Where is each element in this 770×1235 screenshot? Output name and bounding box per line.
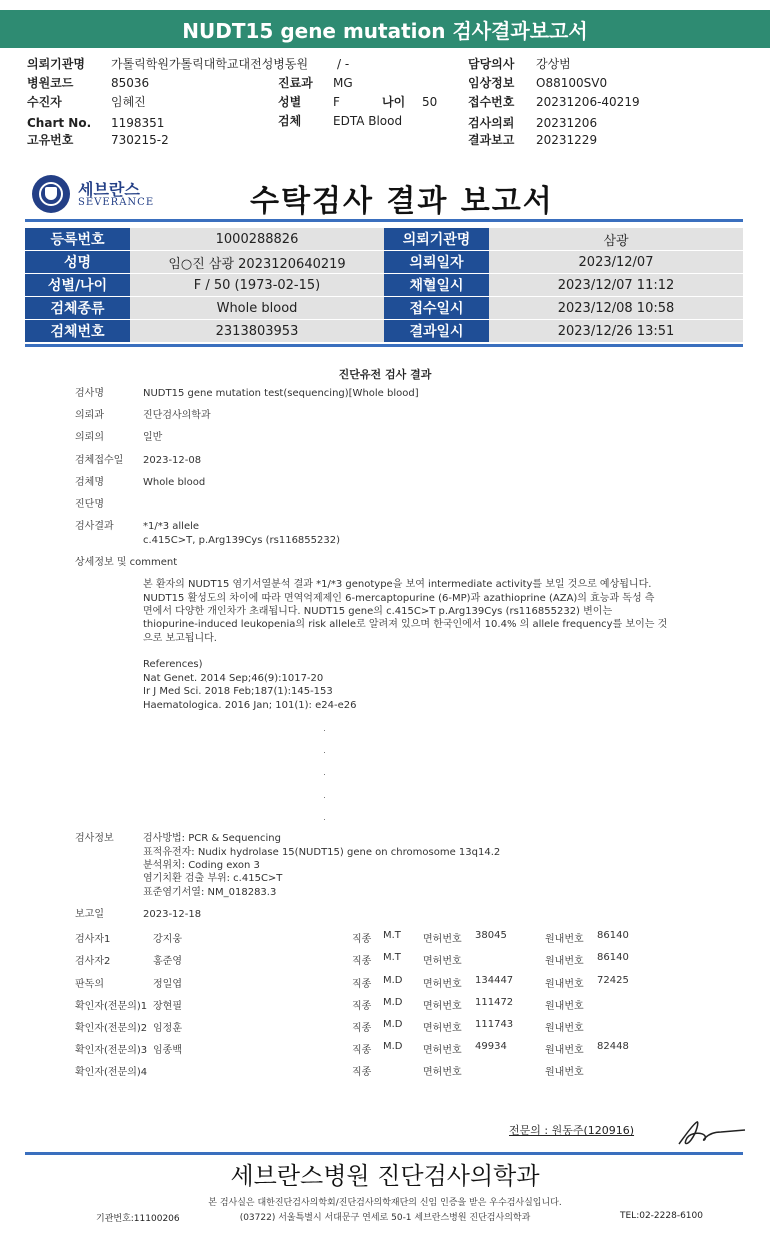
staff-license: 49934 xyxy=(475,1041,507,1052)
footer-phone: TEL:02-2228-6100 xyxy=(620,1211,703,1221)
request-label: 검사의뢰 xyxy=(468,116,515,130)
staff-job: M.D xyxy=(383,997,403,1008)
sex-label: 성별 xyxy=(278,95,302,109)
info-grid xyxy=(25,228,743,343)
received-value: 2023-12-08 xyxy=(143,455,202,466)
staff-license-label: 면허번호 xyxy=(423,956,462,967)
document-title: NUDT15 gene mutation 검사결과보고서 xyxy=(0,10,770,48)
dept-label: 진료과 xyxy=(278,76,313,90)
client-slash: / - xyxy=(337,57,350,71)
doctor-label: 담당의사 xyxy=(468,57,515,71)
specialist-contact: 전문의 : 원동주(120916) xyxy=(509,1124,635,1137)
staff-role: 확인자(전문의)4 xyxy=(75,1067,148,1078)
code-label: 병원코드 xyxy=(27,76,74,90)
staff-name: 임종백 xyxy=(153,1045,182,1056)
staff-license: 111472 xyxy=(475,997,514,1008)
header-block xyxy=(0,0,770,160)
staff-internal-label: 원내번호 xyxy=(545,979,584,990)
staff-license: 111743 xyxy=(475,1019,514,1030)
staff-internal-label: 원내번호 xyxy=(545,1001,584,1012)
references-title: References) xyxy=(143,659,203,670)
info-label: 접수일시 xyxy=(384,297,489,319)
footer-divider xyxy=(25,1152,743,1155)
staff-name: 임정훈 xyxy=(153,1023,182,1034)
test-name-value: NUDT15 gene mutation test(sequencing)[Whole blood] xyxy=(143,388,419,399)
staff-job-label: 직종 xyxy=(352,934,372,945)
staff-job-label: 직종 xyxy=(352,979,372,990)
testinfo-line: 분석위치: Coding exon 3 xyxy=(143,860,260,871)
age-value: 50 xyxy=(422,95,438,109)
unique-value: 730215-2 xyxy=(111,133,169,147)
spacer-dot xyxy=(324,774,325,775)
signature-icon xyxy=(675,1118,747,1148)
staff-internal: 72425 xyxy=(597,975,629,986)
university-seal-icon xyxy=(32,175,70,213)
dept-value: MG xyxy=(333,76,353,90)
testinfo-line: 표준염기서열: NM_018283.3 xyxy=(143,887,277,898)
staff-license-label: 면허번호 xyxy=(423,1001,462,1012)
testinfo-label: 검사정보 xyxy=(75,833,114,844)
staff-job: M.T xyxy=(383,930,401,941)
staff-role: 확인자(전문의)1 xyxy=(75,1001,148,1012)
staff-job: M.D xyxy=(383,1041,403,1052)
staff-role: 확인자(전문의)3 xyxy=(75,1045,148,1056)
clinical-label: 임상정보 xyxy=(468,76,515,90)
chart-value: 1198351 xyxy=(111,116,165,130)
report-date-value: 2023-12-18 xyxy=(143,909,202,920)
info-label: 성별/나이 xyxy=(25,274,130,296)
footer-institution-number: 기관번호:11100206 xyxy=(96,1214,180,1224)
staff-job: M.D xyxy=(383,1019,403,1030)
specimen-name-label: 검체명 xyxy=(75,477,104,488)
staff-internal-label: 원내번호 xyxy=(545,956,584,967)
diagnosis-label: 진단명 xyxy=(75,499,104,510)
doctor-value: 강상범 xyxy=(536,57,571,71)
info-value: 삼광 xyxy=(489,228,743,250)
dept-value: 진단검사의학과 xyxy=(143,410,211,421)
result-line: c.415C>T, p.Arg139Cys (rs116855232) xyxy=(143,535,341,546)
result-label: 검사결과 xyxy=(75,521,114,532)
staff-internal-label: 원내번호 xyxy=(545,1045,584,1056)
specimen-name-value: Whole blood xyxy=(143,477,206,488)
staff-job-label: 직종 xyxy=(352,1045,372,1056)
specimen-value: EDTA Blood xyxy=(333,114,403,128)
staff-license: 134447 xyxy=(475,975,514,986)
comment-line: 으로 보고됩니다. xyxy=(143,633,217,644)
section-title: 진단유전 검사 결과 xyxy=(338,368,432,381)
clinical-value: O88100SV0 xyxy=(536,76,608,90)
info-label: 검체종류 xyxy=(25,297,130,319)
testinfo-line: 염기치환 검출 부위: c.415C>T xyxy=(143,873,283,884)
staff-internal-label: 원내번호 xyxy=(545,1023,584,1034)
staff-job: M.T xyxy=(383,952,401,963)
info-label: 채혈일시 xyxy=(384,274,489,296)
doctor-label: 의뢰의 xyxy=(75,432,104,443)
info-label: 성명 xyxy=(25,251,130,273)
staff-job-label: 직종 xyxy=(352,956,372,967)
logo-korean: 세브란스 xyxy=(78,180,140,199)
info-value: F / 50 (1973-02-15) xyxy=(130,274,384,296)
footer-address: (03722) 서울특별시 서대문구 연세로 50-1 세브란스병원 진단검사의학과 xyxy=(239,1213,531,1223)
client-value: 가톨릭학원가톨릭대학교대전성병동원 xyxy=(111,57,309,71)
reference-item: Haematologica. 2016 Jan; 101(1): e24-e26 xyxy=(143,700,357,711)
staff-name: 장현필 xyxy=(153,1001,182,1012)
staff-job: M.D xyxy=(383,975,403,986)
info-value: 임○진 삼광 2023120640219 xyxy=(130,251,384,273)
reference-item: Nat Genet. 2014 Sep;46(9):1017-20 xyxy=(143,673,324,684)
client-label: 의뢰기관명 xyxy=(27,57,85,71)
comment-line: NUDT15 활성도의 차이에 따라 면역억제제인 6-mercaptopurine (6-MP)과 azathioprine (AZA)의 효능과 독성 측 xyxy=(143,593,655,604)
staff-internal: 82448 xyxy=(597,1041,629,1052)
testinfo-line: 표적유전자: Nudix hydrolase 15(NUDT15) gene on chromosome 13q14.2 xyxy=(143,847,501,858)
info-value: 2023/12/07 xyxy=(489,251,743,273)
spacer-dot xyxy=(324,752,325,753)
report-value: 20231229 xyxy=(536,133,598,147)
staff-job-label: 직종 xyxy=(352,1023,372,1034)
receiver-value: 임혜진 xyxy=(111,95,146,109)
result-line: *1/*3 allele xyxy=(143,521,200,532)
staff-job-label: 직종 xyxy=(352,1067,372,1078)
specimen-label: 검체 xyxy=(278,114,302,128)
report-label: 결과보고 xyxy=(468,133,515,147)
info-value: Whole blood xyxy=(130,297,384,319)
staff-internal-label: 원내번호 xyxy=(545,934,584,945)
reference-item: Ir J Med Sci. 2018 Feb;187(1):145-153 xyxy=(143,686,333,697)
info-label: 결과일시 xyxy=(384,320,489,342)
logo-english: SEVERANCE xyxy=(78,197,155,208)
info-value: 1000288826 xyxy=(130,228,384,250)
comment-line: thiopurine-induced leukopenia의 risk allele로 알려져 있으며 한국인에서 10.4% 의 allele frequency를 보이는 것 xyxy=(143,619,668,630)
grid-divider xyxy=(25,344,743,347)
info-value: 2313803953 xyxy=(130,320,384,342)
footer-department: 세브란스병원 진단검사의학과 xyxy=(230,1162,540,1190)
staff-role: 판독의 xyxy=(75,979,104,990)
footer-certification: 본 검사실은 대한진단검사의학회/진단검사의학재단의 신임 인증을 받은 우수검사실입니다. xyxy=(208,1198,562,1208)
info-label: 의뢰일자 xyxy=(384,251,489,273)
info-label: 의뢰기관명 xyxy=(384,228,489,250)
info-label: 등록번호 xyxy=(25,228,130,250)
staff-name: 강지웅 xyxy=(153,934,182,945)
age-label: 나이 xyxy=(382,95,406,109)
staff-license-label: 면허번호 xyxy=(423,1067,462,1078)
info-row xyxy=(25,320,743,343)
receiver-label: 수진자 xyxy=(27,95,62,109)
sex-value: F xyxy=(333,95,340,109)
top-divider xyxy=(25,219,743,222)
staff-internal: 86140 xyxy=(597,952,629,963)
request-value: 20231206 xyxy=(536,116,598,130)
info-row xyxy=(25,274,743,297)
staff-role: 확인자(전문의)2 xyxy=(75,1023,148,1034)
unique-label: 고유번호 xyxy=(27,133,74,147)
comment-line: 면에서 다양한 개인차가 초래됩니다. NUDT15 gene의 c.415C>T p.Arg139Cys (rs116855232) 변이는 xyxy=(143,606,613,617)
staff-job-label: 직종 xyxy=(352,1001,372,1012)
info-row xyxy=(25,251,743,274)
info-row xyxy=(25,297,743,320)
accession-label: 접수번호 xyxy=(468,95,515,109)
spacer-dot xyxy=(324,730,325,731)
staff-name: 정일엽 xyxy=(153,979,182,990)
doctor-value: 일반 xyxy=(143,432,163,443)
dept-label: 의뢰과 xyxy=(75,410,104,421)
staff-internal: 86140 xyxy=(597,930,629,941)
report-title: 수탁검사 결과 보고서 xyxy=(250,184,554,219)
info-value: 2023/12/08 10:58 xyxy=(489,297,743,319)
severance-logo xyxy=(32,175,155,215)
accession-value: 20231206-40219 xyxy=(536,95,640,109)
staff-internal-label: 원내번호 xyxy=(545,1067,584,1078)
info-value: 2023/12/07 11:12 xyxy=(489,274,743,296)
staff-role: 검사자2 xyxy=(75,956,111,967)
spacer-dot xyxy=(324,797,325,798)
staff-name: 홍준영 xyxy=(153,956,182,967)
code-value: 85036 xyxy=(111,76,150,90)
staff-license-label: 면허번호 xyxy=(423,934,462,945)
staff-license-label: 면허번호 xyxy=(423,979,462,990)
test-name-label: 검사명 xyxy=(75,388,104,399)
staff-license-label: 면허번호 xyxy=(423,1023,462,1034)
report-date-label: 보고일 xyxy=(75,909,104,920)
received-label: 검체접수일 xyxy=(75,455,124,466)
info-label: 검체번호 xyxy=(25,320,130,342)
comment-line: 본 환자의 NUDT15 염기서열분석 결과 *1/*3 genotype을 보여 intermediate activity를 보일 것으로 예상됩니다. xyxy=(143,579,652,590)
chart-label: Chart No. xyxy=(27,116,92,130)
info-value: 2023/12/26 13:51 xyxy=(489,320,743,342)
spacer-dot xyxy=(324,819,325,820)
staff-role: 검사자1 xyxy=(75,934,111,945)
detail-label: 상세정보 및 comment xyxy=(75,557,178,568)
staff-license-label: 면허번호 xyxy=(423,1045,462,1056)
testinfo-line: 검사방법: PCR & Sequencing xyxy=(143,833,281,844)
staff-license: 38045 xyxy=(475,930,507,941)
info-row xyxy=(25,228,743,251)
